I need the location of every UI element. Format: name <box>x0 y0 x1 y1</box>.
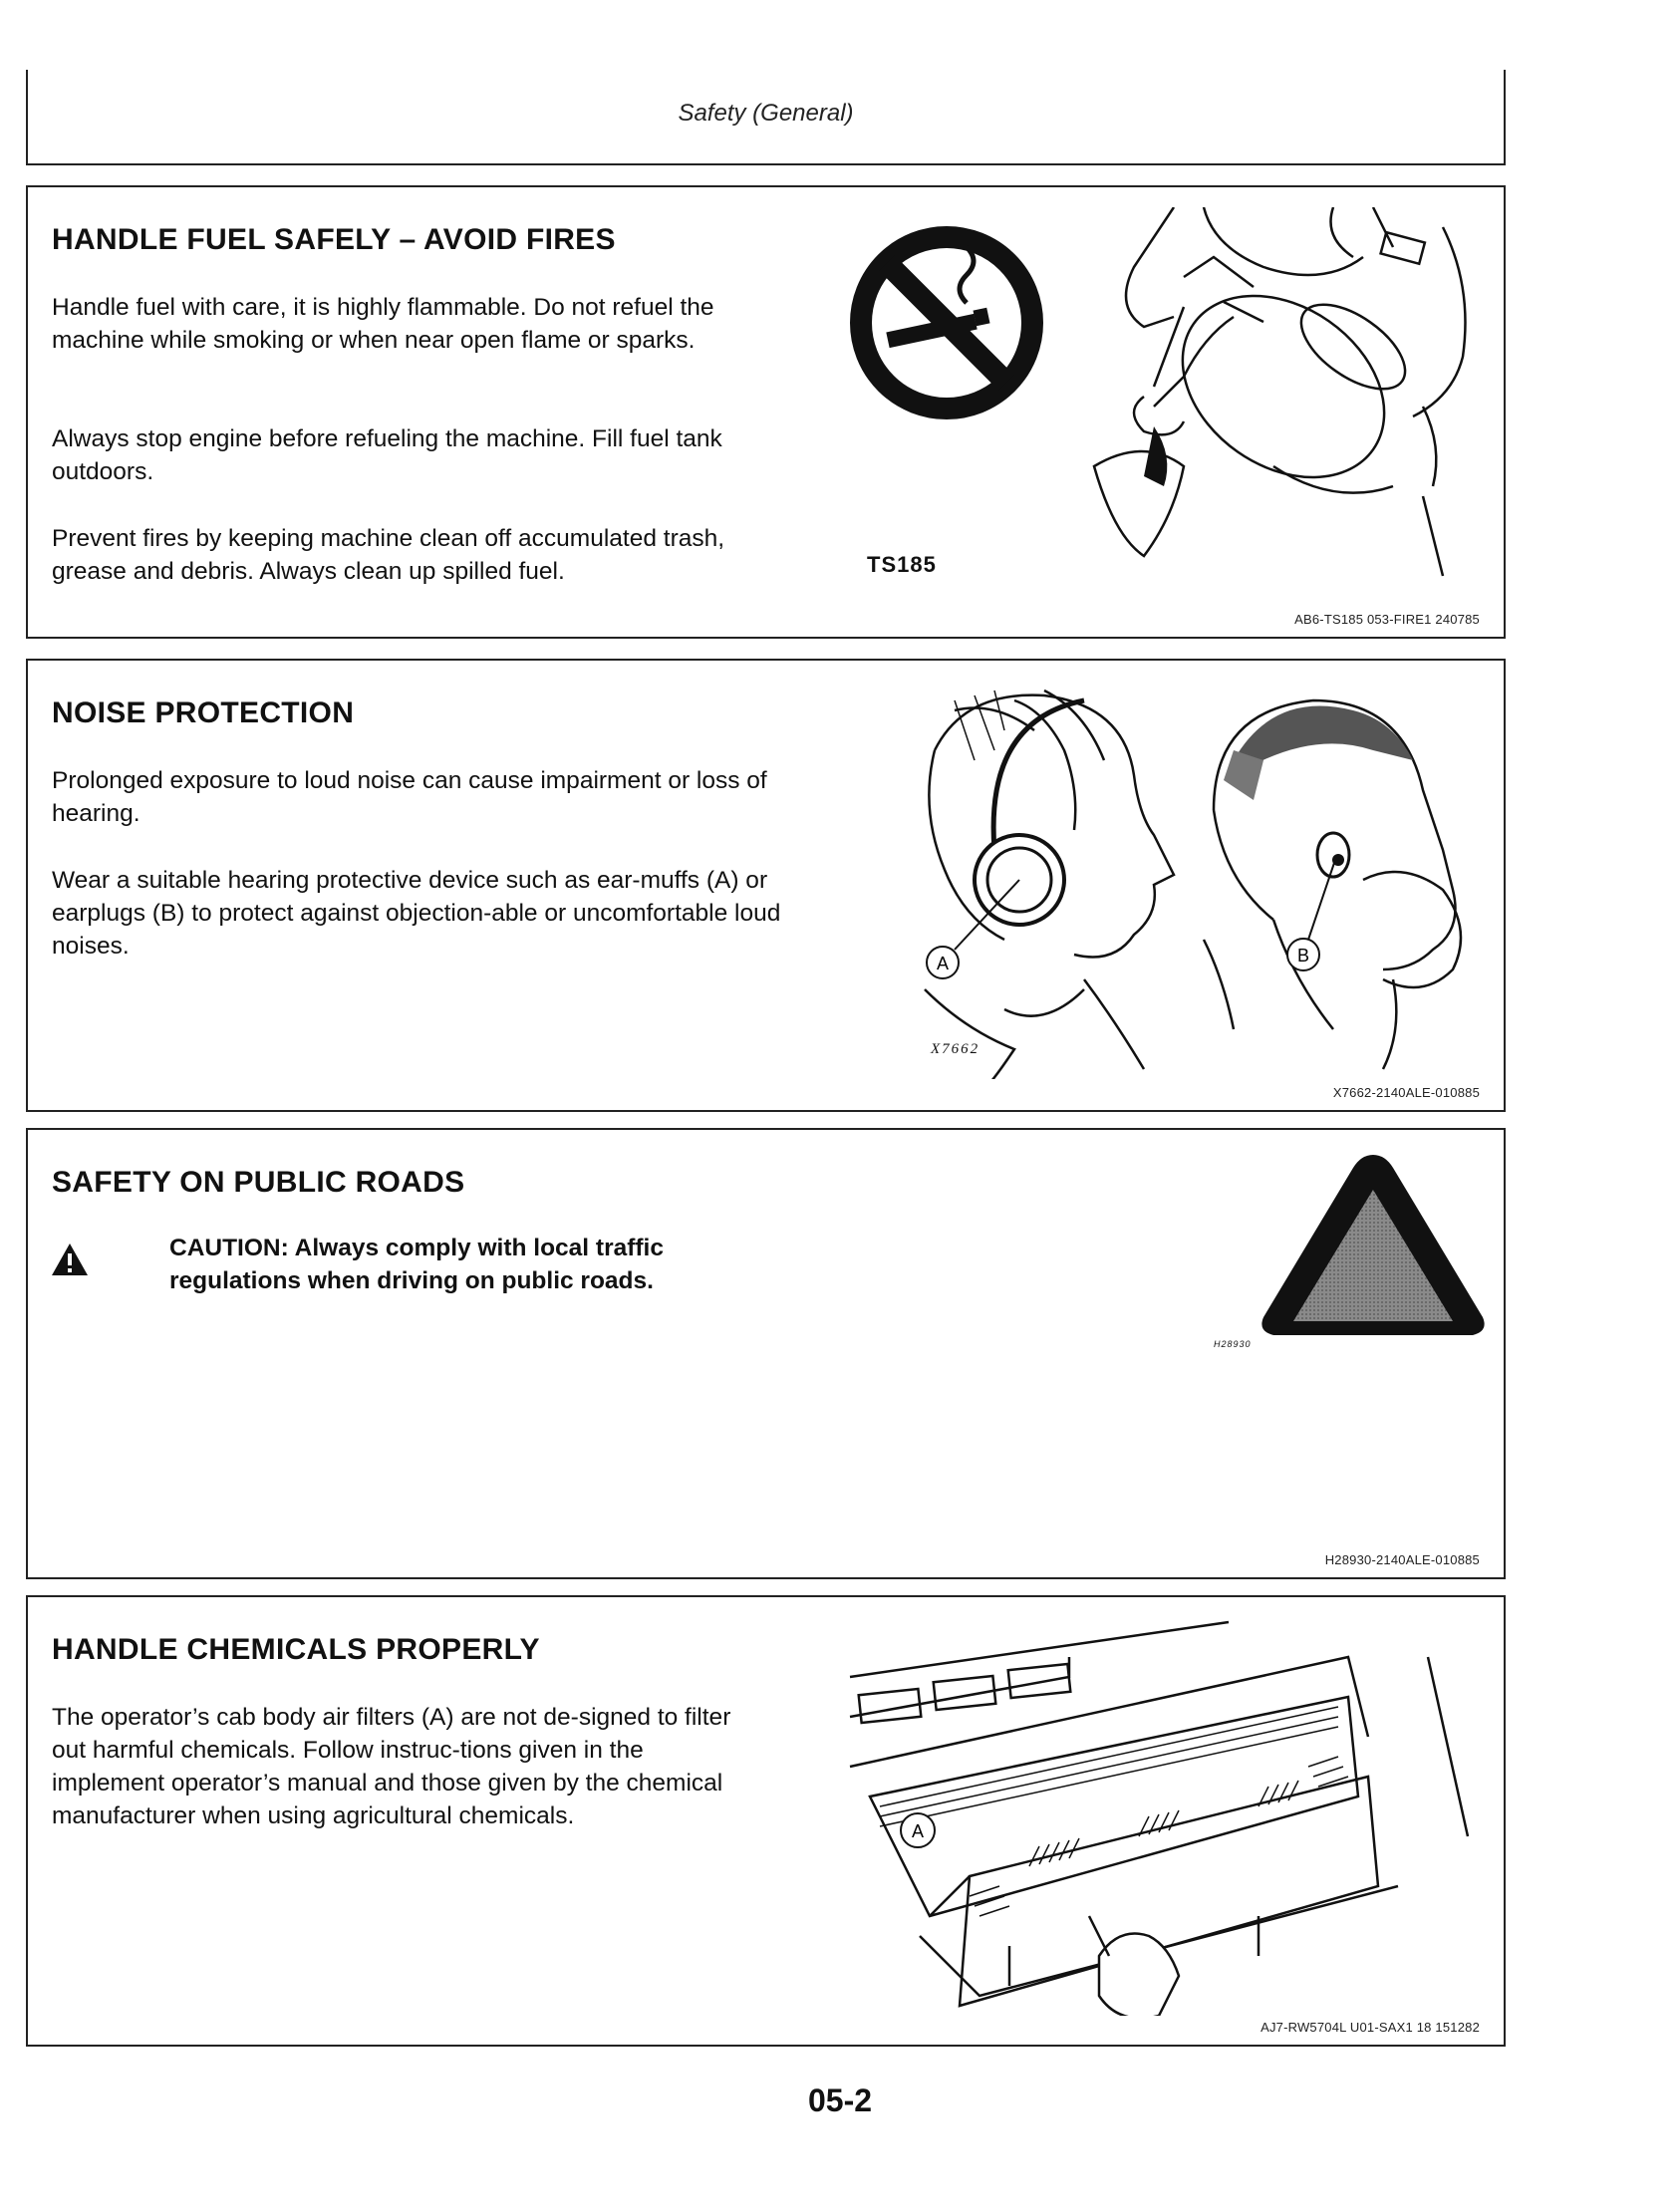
reference-code: AB6-TS185 053-FIRE1 240785 <box>1294 612 1480 627</box>
figure-label: H28930 <box>1214 1339 1252 1349</box>
figure-label: X7662 <box>931 1041 980 1057</box>
section-title: NOISE PROTECTION <box>52 696 355 729</box>
callout-a-label: A <box>911 1821 925 1841</box>
paragraph: Prolonged exposure to loud noise can cause impairment or loss of hearing. <box>52 767 767 827</box>
paragraph: Always stop engine before refueling the machine. Fill fuel tank outdoors. <box>52 425 722 485</box>
reference-code: AJ7-RW5704L U01-SAX1 18 151282 <box>1260 2020 1480 2035</box>
page-number: 05-2 <box>807 2082 873 2118</box>
section-title: HANDLE FUEL SAFELY – AVOID FIRES <box>52 223 616 256</box>
paragraph: Handle fuel with care, it is highly flammable. Do not refuel the machine while smoking or when near open flame or sparks. <box>52 294 714 354</box>
section-public-roads <box>26 1128 1506 1579</box>
header-title: Safety (General) <box>678 100 854 127</box>
section-title: SAFETY ON PUBLIC ROADS <box>52 1166 465 1199</box>
slow-moving-vehicle-icon <box>1254 1150 1493 1349</box>
callout-a-label: A <box>936 954 950 973</box>
air-filter-illustration <box>840 1617 1488 2016</box>
warning-icon <box>50 1242 90 1277</box>
section-handle-chemicals <box>26 1595 1506 2047</box>
refueling-illustration <box>1024 207 1493 606</box>
callout-b-label: B <box>1296 946 1310 966</box>
reference-code: H28930-2140ALE-010885 <box>1324 1552 1480 1567</box>
section-title: HANDLE CHEMICALS PROPERLY <box>52 1633 540 1666</box>
paragraph: The operator’s cab body air filters (A) are not de-signed to filter out harmful chemicals. Follow instruc-tions given in the implement operator’s manual and those given by the chemical manufacturer when using agricultural chemicals. <box>52 1704 731 1829</box>
page-header <box>26 70 1506 165</box>
earmuffs-illustration <box>895 681 1204 1079</box>
no-smoking-icon <box>847 223 1046 422</box>
paragraph: Prevent fires by keeping machine clean off accumulated trash, grease and debris. Always clean up spilled fuel. <box>52 525 725 585</box>
figure-label: TS185 <box>867 552 937 577</box>
caution-text: CAUTION: Always comply with local traffic regulations when driving on public roads. <box>169 1235 664 1294</box>
reference-code: X7662-2140ALE-010885 <box>1332 1085 1480 1100</box>
section-fuel-safety <box>26 185 1506 639</box>
section-noise-protection <box>26 659 1506 1112</box>
earplugs-illustration <box>1184 681 1493 1079</box>
paragraph: Wear a suitable hearing protective device such as ear-muffs (A) or earplugs (B) to protect against objection-able or uncomfortable loud noises. <box>52 867 781 960</box>
